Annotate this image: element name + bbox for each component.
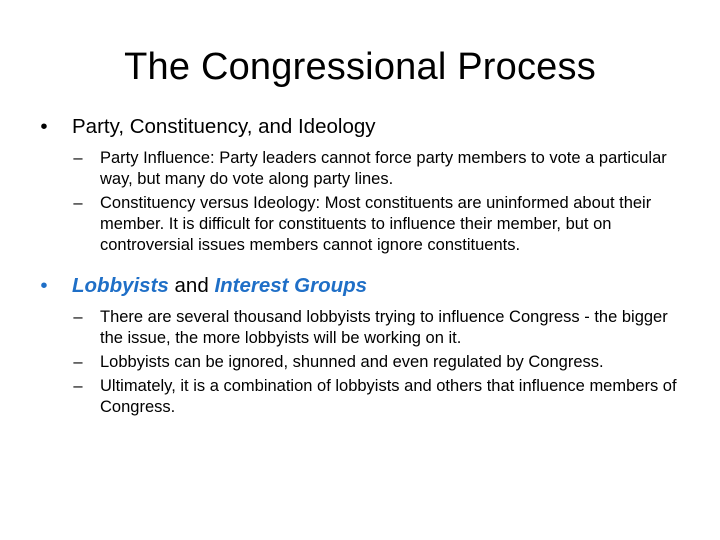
dash-icon: – [73, 353, 83, 371]
dash-icon: – [73, 194, 83, 212]
bullet-icon: • [40, 274, 48, 297]
sub-bullet-text: Ultimately, it is a combination of lobbyists and others that influence members of Congress. [100, 377, 677, 416]
slide-content [32, 114, 692, 421]
sub-bullet-text: Lobbyists can be ignored, shunned and even regulated by Congress. [100, 353, 604, 371]
sub-bullet-list [32, 148, 692, 256]
bullet-party-constituency-ideology [32, 114, 692, 140]
sub-bullet-constituency-vs-ideology [32, 193, 692, 256]
bullet-lobbyists-interest-groups [32, 273, 692, 299]
sub-bullet-party-influence [32, 148, 692, 190]
sub-bullet-text: Constituency versus Ideology: Most constituents are uninformed about their member. It is difficult for constituents to influence their member, but on controversial issues members cannot ignore constituents. [100, 194, 652, 254]
bullet-icon: • [40, 115, 48, 138]
sub-bullet-text: Party Influence: Party leaders cannot force party members to vote a particular way, but many do vote along party lines. [100, 149, 667, 188]
sub-bullet-text: There are several thousand lobbyists trying to influence Congress - the bigger the issue, the more lobbyists will be working on it. [100, 308, 668, 347]
slide-title: The Congressional Process [124, 46, 596, 88]
heading-lobbyists: Lobbyists [72, 274, 169, 297]
dash-icon: – [73, 377, 83, 395]
heading-interest-groups: Interest Groups [214, 274, 368, 297]
sub-bullet-combination [32, 376, 692, 418]
sub-bullet-list [32, 307, 692, 418]
sub-bullet-lobbyists-ignored [32, 352, 692, 373]
dash-icon: – [73, 149, 83, 167]
heading-connector: and [168, 274, 215, 297]
section-heading: Party, Constituency, and Ideology [72, 115, 376, 138]
dash-icon: – [73, 308, 83, 326]
sub-bullet-thousands-of-lobbyists [32, 307, 692, 349]
